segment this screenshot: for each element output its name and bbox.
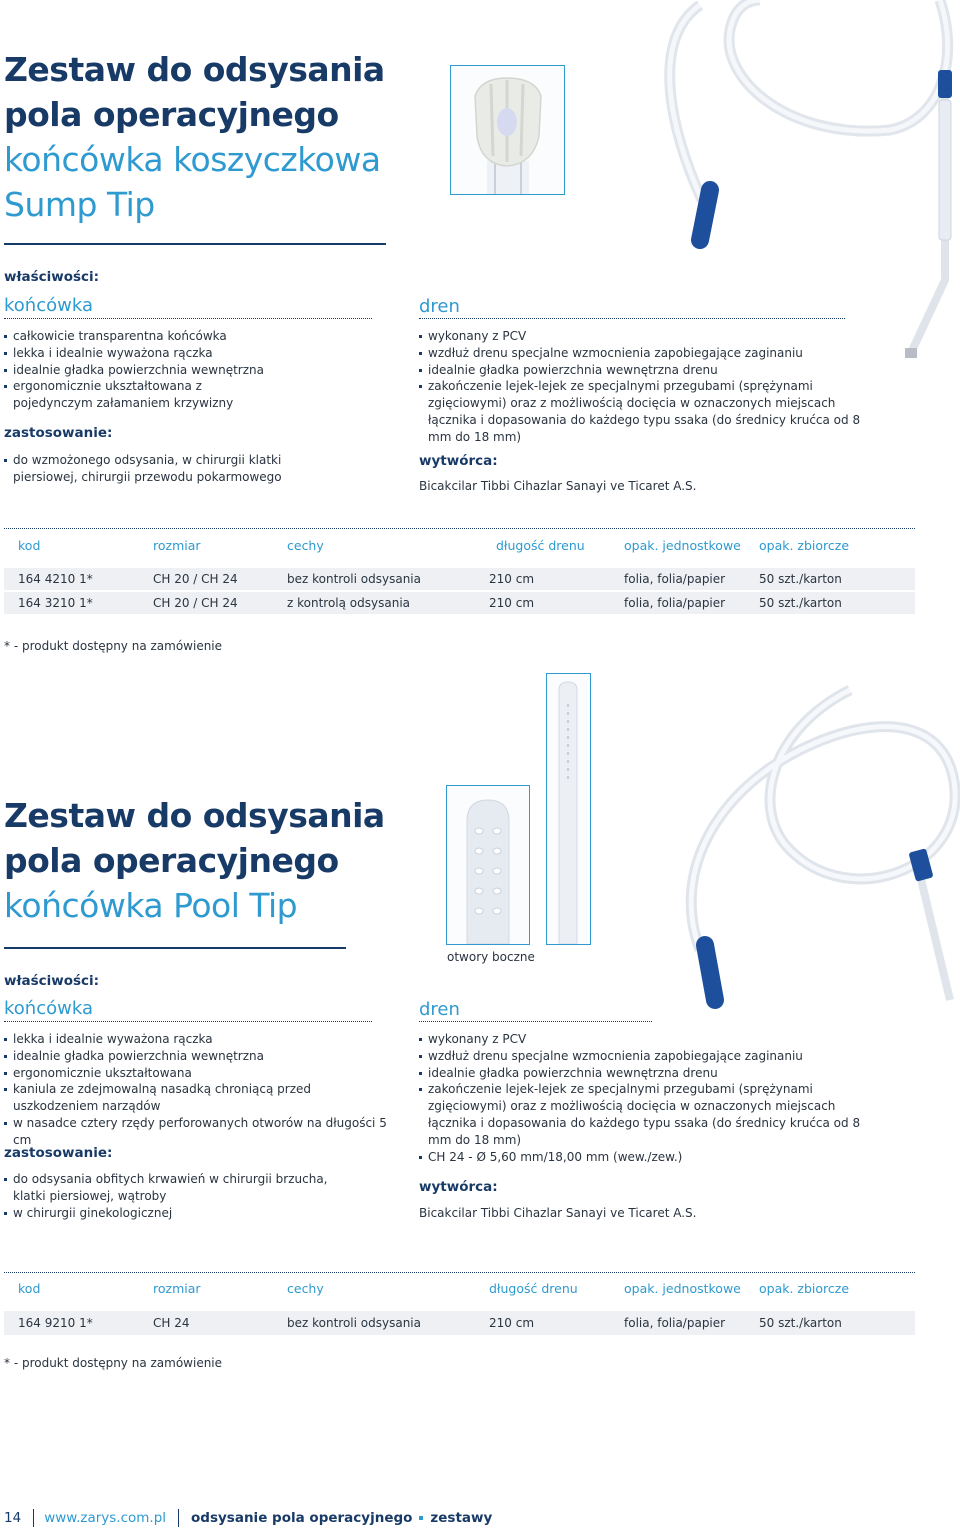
- list-item: idealnie gładka powierzchnia wewnętrzna drenu: [419, 362, 879, 379]
- table-cell: bez kontroli odsysania: [287, 572, 421, 586]
- table-cell: folia, folia/papier: [624, 572, 726, 586]
- usage-label: zastosowanie:: [4, 1145, 113, 1161]
- footer-bullet: [419, 1516, 423, 1520]
- usage-list: [4, 452, 344, 486]
- list-item: w chirurgii ginekologicznej: [4, 1205, 359, 1222]
- tip-heading: końcówka: [4, 998, 93, 1019]
- table-cell: 50 szt./karton: [759, 572, 842, 586]
- list-item: ergonomicznie ukształtowana z pojedynczym załamaniem krzywizny: [4, 378, 278, 412]
- col-header-code: kod: [18, 1281, 41, 1296]
- pool-tip-cannula-photo: [546, 673, 591, 945]
- list-item: idealnie gładka powierzchnia wewnętrzna drenu: [419, 1065, 864, 1082]
- list-item: wzdłuż drenu specjalne wzmocnienia zapobiegające zaginaniu: [419, 1048, 864, 1065]
- table-cell: 164 9210 1*: [18, 1316, 93, 1330]
- col-header-length: długość drenu: [489, 1281, 578, 1296]
- list-item: w nasadce cztery rzędy perforowanych otworów na długości 5 cm: [4, 1115, 399, 1149]
- col-header-code: kod: [18, 538, 41, 553]
- usage-label: zastosowanie:: [4, 425, 113, 441]
- list-item: całkowicie transparentna końcówka: [4, 328, 304, 345]
- properties-label: właściwości:: [4, 973, 100, 989]
- product2-title: [4, 793, 385, 928]
- tip-features-list: [4, 1031, 399, 1149]
- table-cell: CH 20 / CH 24: [153, 596, 238, 610]
- list-item: wykonany z PCV: [419, 1031, 864, 1048]
- title-line-2: pola operacyjnego: [4, 841, 339, 880]
- table-cell: 164 3210 1*: [18, 596, 93, 610]
- footer-separator: [33, 1509, 34, 1527]
- usage-list: [4, 1171, 359, 1221]
- table-cell: 50 szt./karton: [759, 1316, 842, 1330]
- col-header-unit-pack: opak. jednostkowe: [624, 1281, 741, 1296]
- title-line-3: końcówka koszyczkowa: [4, 140, 381, 179]
- footer-separator: [178, 1509, 179, 1527]
- image-caption: otwory boczne: [447, 950, 535, 964]
- website-link[interactable]: www.zarys.com.pl: [44, 1510, 167, 1526]
- col-header-unit-pack: opak. jednostkowe: [624, 538, 741, 553]
- list-item: lekka i idealnie wyważona rączka: [4, 1031, 399, 1048]
- availability-note: * - produkt dostępny na zamówienie: [4, 639, 223, 653]
- title-underline: [4, 947, 346, 949]
- title-underline: [4, 243, 386, 245]
- title-line-1: Zestaw do odsysania: [4, 796, 385, 835]
- title-line-2: pola operacyjnego: [4, 95, 339, 134]
- list-item: CH 24 - Ø 5,60 mm/18,00 mm (wew./zew.): [419, 1149, 864, 1166]
- drain-heading: dren: [419, 999, 460, 1020]
- title-line-3: końcówka Pool Tip: [4, 886, 298, 925]
- sump-tube-illustration: [640, 0, 960, 370]
- col-header-length: długość drenu: [496, 538, 585, 553]
- tip-heading-divider: [4, 1021, 372, 1022]
- drain-heading-divider: [419, 318, 845, 319]
- sump-tip-photo: [450, 65, 565, 195]
- tip-features-list: [4, 328, 304, 412]
- tip-heading: końcówka: [4, 295, 93, 316]
- footer-subsection: zestawy: [430, 1510, 493, 1526]
- table-cell: folia, folia/papier: [624, 596, 726, 610]
- table-cell: 210 cm: [489, 572, 535, 586]
- maker-label: wytwórca:: [419, 453, 498, 469]
- list-item: do odsysania obfitych krwawień w chirurgii brzucha, klatki piersiowej, wątroby: [4, 1171, 359, 1205]
- table-cell: z kontrolą odsysania: [287, 596, 411, 610]
- table-cell: 164 4210 1*: [18, 572, 93, 586]
- drain-features-list: [419, 328, 879, 446]
- col-header-size: rozmiar: [153, 538, 201, 553]
- table-cell: 210 cm: [489, 596, 535, 610]
- drain-heading-divider: [419, 1021, 652, 1022]
- col-header-size: rozmiar: [153, 1281, 201, 1296]
- maker-name: Bicakcilar Tibbi Cihazlar Sanayi ve Ticaret A.S.: [419, 1206, 697, 1220]
- product1-title: [4, 47, 385, 227]
- drain-heading: dren: [419, 296, 460, 317]
- page-footer: [4, 1508, 492, 1528]
- table-top-divider: [4, 528, 915, 529]
- list-item: zakończenie lejek-lejek ze specjalnymi przegubami (sprężynami zgięciowymi) oraz z możliwością docięcia w oznaczonych miejscach łącznika i dopasowania do każdego typu ssaka (do średnicy krućca od 8 mm do 18 mm): [419, 1081, 864, 1148]
- tip-heading-divider: [4, 318, 372, 319]
- properties-label: właściwości:: [4, 269, 100, 285]
- list-item: kaniula ze zdejmowalną nasadką chroniącą przed uszkodzeniem narządów: [4, 1081, 393, 1115]
- list-item: idealnie gładka powierzchnia wewnętrzna: [4, 1048, 399, 1065]
- table-cell: bez kontroli odsysania: [287, 1316, 421, 1330]
- availability-note: * - produkt dostępny na zamówienie: [4, 1356, 223, 1370]
- maker-label: wytwórca:: [419, 1179, 498, 1195]
- table-cell: CH 20 / CH 24: [153, 572, 238, 586]
- list-item: wzdłuż drenu specjalne wzmocnienia zapobiegające zaginaniu: [419, 345, 879, 362]
- list-item: wykonany z PCV: [419, 328, 879, 345]
- col-header-bulk-pack: opak. zbiorcze: [759, 538, 850, 553]
- list-item: ergonomicznie ukształtowana: [4, 1065, 399, 1082]
- pool-tube-illustration: [620, 670, 960, 1020]
- col-header-features: cechy: [287, 1281, 324, 1296]
- list-item: do wzmożonego odsysania, w chirurgii klatki piersiowej, chirurgii przewodu pokarmowego: [4, 452, 344, 486]
- table-cell: CH 24: [153, 1316, 190, 1330]
- drain-features-list: [419, 1031, 864, 1165]
- table-top-divider: [4, 1272, 915, 1273]
- list-item: zakończenie lejek-lejek ze specjalnymi przegubami (sprężynami zgięciowymi) oraz z możliwością docięcia w oznaczonych miejscach łącznika i dopasowania do każdego typu ssaka (do średnicy krućca od 8 mm do 18 mm): [419, 378, 879, 445]
- col-header-bulk-pack: opak. zbiorcze: [759, 1281, 850, 1296]
- footer-section: odsysanie pola operacyjnego: [191, 1510, 413, 1526]
- pool-tip-cap-photo: [446, 785, 530, 945]
- list-item: lekka i idealnie wyważona rączka: [4, 345, 304, 362]
- table-cell: 210 cm: [489, 1316, 535, 1330]
- list-item: idealnie gładka powierzchnia wewnętrzna: [4, 362, 304, 379]
- title-line-4: Sump Tip: [4, 185, 155, 224]
- title-line-1: Zestaw do odsysania: [4, 50, 385, 89]
- page-number: 14: [4, 1510, 22, 1526]
- table-cell: folia, folia/papier: [624, 1316, 726, 1330]
- table-cell: 50 szt./karton: [759, 596, 842, 610]
- maker-name: Bicakcilar Tibbi Cihazlar Sanayi ve Ticaret A.S.: [419, 479, 697, 493]
- col-header-features: cechy: [287, 538, 324, 553]
